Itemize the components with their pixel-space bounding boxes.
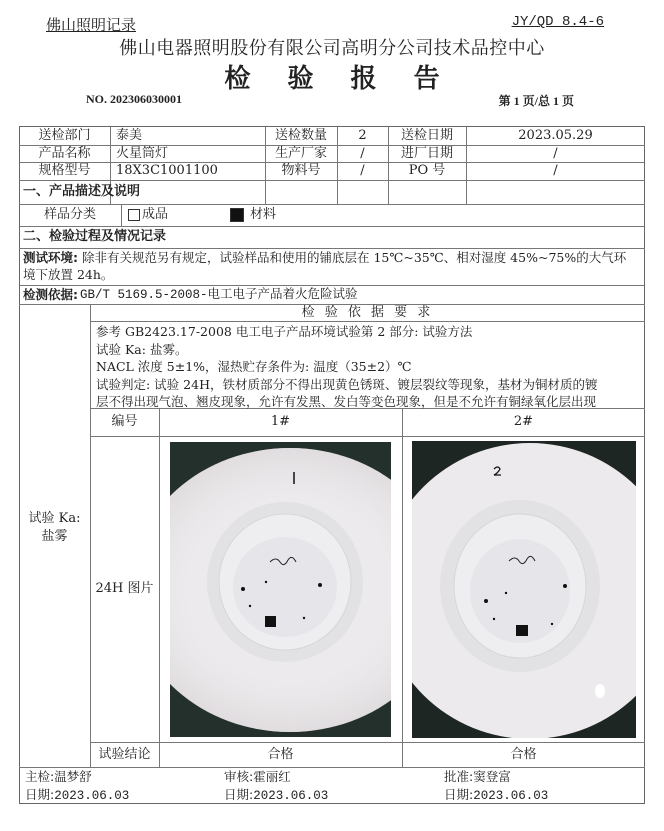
sample-1-conclusion: 合格 [267, 746, 294, 762]
sample-1-id: 1# [270, 414, 291, 429]
sign-date: 2023.06.03 [253, 789, 329, 803]
section2-heading: 二、检验过程及情况记录 [23, 229, 167, 244]
option-label: 材料 [250, 207, 277, 222]
label-entry-date: 进厂日期 [400, 145, 453, 161]
value-submit-date: 2023.05.29 [518, 127, 593, 143]
label-submit-date: 送检日期 [400, 127, 453, 143]
date-label: 日期: [224, 787, 254, 802]
label-model: 规格型号 [38, 163, 91, 178]
role-label: 批准: [444, 769, 474, 784]
env-text: 除非有关规范另有规定，试验样品和使用的铺底层在 15℃~35℃、相对湿度 45%~75%的大气环 [81, 250, 627, 265]
env-text-cont: 境下放置 24h。 [23, 267, 114, 282]
checkbox-checked-icon[interactable] [230, 208, 244, 222]
test-environment [23, 249, 643, 283]
signer-name: 霍丽红 [253, 769, 291, 784]
value-product-name: 火星筒灯 [116, 145, 169, 161]
label-manufacturer: 生产厂家 [274, 145, 327, 161]
value-material-no: / [360, 163, 365, 178]
date-label: 日期: [25, 787, 55, 802]
label-sample-type: 样品分类 [43, 207, 96, 222]
row-divider [90, 436, 645, 437]
value-quantity: 2 [358, 127, 367, 143]
sample-2-id: 2# [513, 414, 534, 429]
document-code: JY/QD 8.4-6 [511, 14, 604, 30]
sample-2-conclusion: 合格 [510, 746, 537, 762]
value-model: 18X3C1001100 [116, 163, 218, 178]
downlight-image [170, 442, 391, 737]
env-label: 测试环境: [23, 250, 78, 265]
basis-text: GB/T 5169.5-2008-电工电子产品着火危险试验 [80, 287, 358, 302]
requirements-text [96, 323, 641, 411]
test-name [19, 510, 90, 546]
requirement-line: 试验判定: 试验 24H，铁材质部分不得出现黄色锈斑、镀层裂纹等现象，基材为铜材质的镀 [96, 376, 598, 392]
col-divider [402, 408, 403, 767]
signer-name: 窦登富 [473, 769, 511, 784]
label-24h-photo: 24H 图片 [95, 581, 154, 596]
label-product-name: 产品名称 [38, 145, 91, 161]
sample-2-photo [412, 441, 636, 738]
signature-inspector [25, 768, 129, 805]
company-name: 佛山电器照明股份有限公司高明分公司技术品控中心 [119, 38, 545, 59]
report-number: NO. 202306030001 [86, 92, 182, 106]
value-manufacturer: / [360, 145, 365, 161]
role-label: 主检: [25, 769, 55, 784]
col-divider [121, 204, 122, 226]
requirement-line: NACL 浓度 5±1%，湿热贮存条件为: 温度（35±2）℃ [96, 359, 412, 374]
label-department: 送检部门 [38, 127, 91, 143]
signature-approver [444, 768, 548, 805]
value-entry-date: / [553, 145, 558, 161]
sign-date: 2023.06.03 [54, 789, 130, 803]
label-id: 编号 [111, 414, 138, 429]
value-department: 泰美 [116, 127, 143, 143]
label-quantity: 送检数量 [274, 127, 327, 143]
label-po-no: PO 号 [408, 163, 446, 178]
requirement-line: 参考 GB2423.17-2008 电工电子产品环境试验第 2 部分: 试验方法 [96, 324, 473, 339]
report-title: 检 验 报 告 [224, 64, 454, 94]
signer-name: 温梦舒 [54, 769, 92, 784]
section1-heading: 一、产品描述及说明 [23, 184, 141, 199]
requirements-header: 检 验 依 据 要 求 [301, 304, 434, 320]
label-conclusion: 试验结论 [98, 746, 151, 762]
requirement-line: 层不得出现气泡、翘皮现象，允许有发黑、发白等变色现象，但是不允许有铜绿氧化层出现 [96, 394, 597, 409]
test-basis [23, 285, 358, 304]
col-divider [159, 408, 160, 767]
option-label: 成品 [142, 207, 169, 222]
option-material[interactable] [230, 204, 276, 226]
requirement-line: 试验 Ka: 盐雾。 [96, 341, 188, 357]
basis-label: 检测依据: [23, 286, 78, 302]
sample-1-photo [170, 442, 391, 737]
test-name-line2: 盐雾 [41, 529, 68, 544]
signature-reviewer [224, 768, 328, 805]
value-po-no: / [553, 163, 558, 178]
test-name-line1: 试验 Ka: [28, 511, 81, 526]
option-finished-product[interactable] [128, 204, 168, 226]
record-label: 佛山照明记录 [46, 16, 137, 34]
page-info: 第 1 页/总 1 页 [498, 94, 574, 108]
date-label: 日期: [444, 787, 474, 802]
sign-date: 2023.06.03 [473, 789, 549, 803]
row-divider [90, 321, 645, 322]
role-label: 审核: [224, 769, 254, 784]
downlight-image [412, 441, 636, 738]
checkbox-unchecked-icon[interactable] [128, 209, 140, 221]
label-material-no: 物料号 [281, 163, 321, 178]
